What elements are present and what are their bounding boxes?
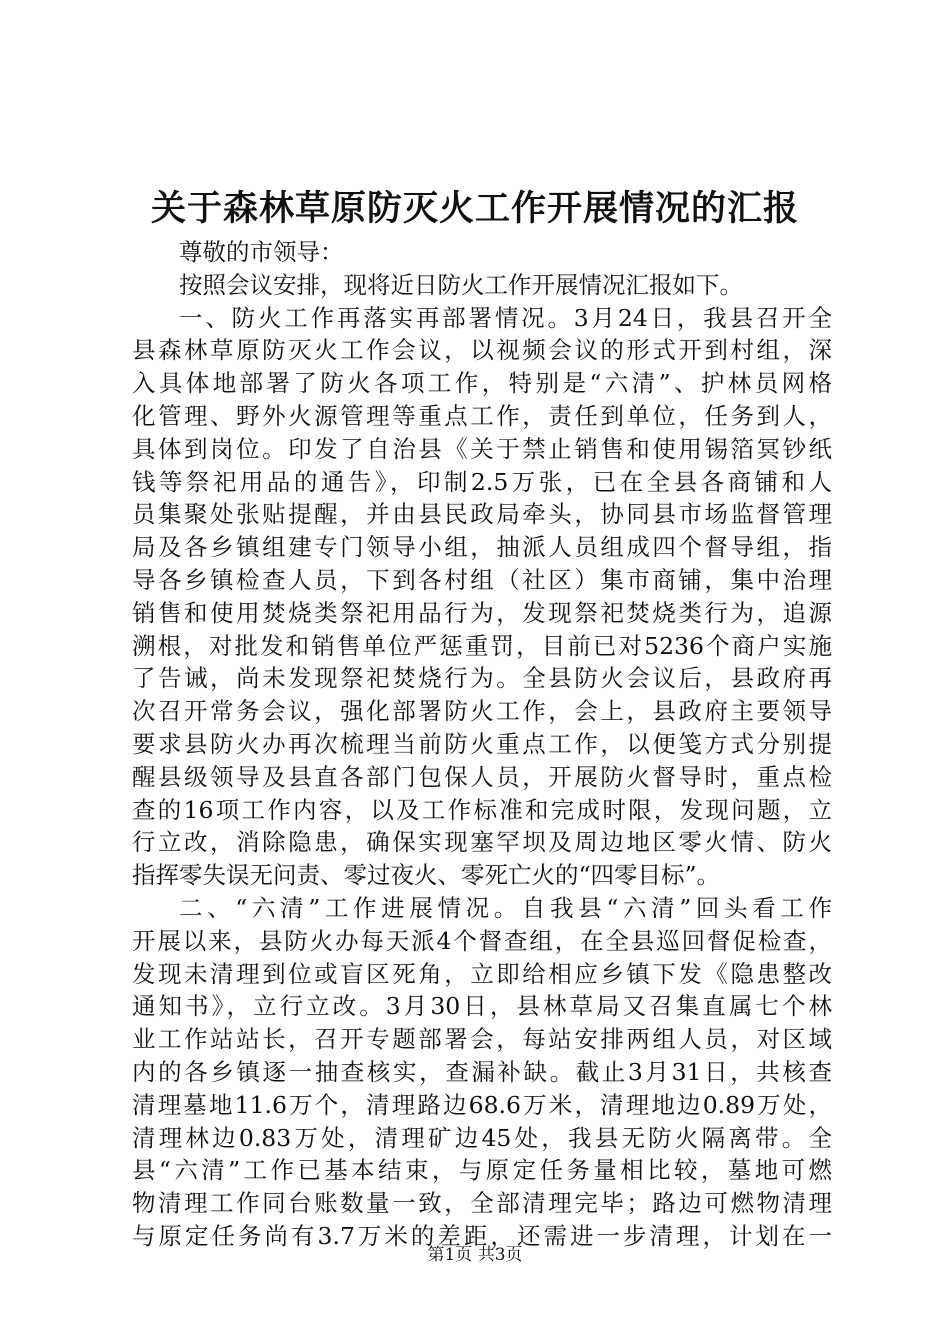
paragraph-line: 清理林边0.83万处，清理矿边45处，我县无防火隔离带。全: [132, 1123, 832, 1152]
paragraph-line: 发现未清理到位或盲区死角，立即给相应乡镇下发《隐患整改: [132, 959, 832, 988]
paragraph-line: 内的各乡镇逐一抽查核实，查漏补缺。截止3月31日，共核查: [132, 1057, 832, 1086]
paragraph-line: 县“六清”工作已基本结束，与原定任务量相比较，墓地可燃: [132, 1156, 832, 1185]
paragraph-line: 具体到岗位。印发了自治县《关于禁止销售和使用锡箔冥钞纸: [132, 434, 832, 463]
paragraph-line: 化管理、野外火源管理等重点工作，责任到单位，任务到人，: [132, 401, 832, 430]
paragraph-line: 行立改，消除隐患，确保实现塞罕坝及周边地区零火情、防火: [132, 828, 832, 857]
paragraph-line: 清理墓地11.6万个，清理路边68.6万米，清理地边0.89万处，: [132, 1090, 832, 1119]
paragraph-line: 指挥零失误无问责、零过夜火、零死亡火的“四零目标”。: [132, 861, 721, 890]
document-title: 关于森林草原防灭火工作开展情况的汇报: [150, 188, 799, 229]
paragraph-line: 醒县级领导及县直各部门包保人员，开展防火督导时，重点检: [132, 762, 832, 791]
paragraph-line: 按照会议安排，现将近日防火工作开展情况汇报如下。: [179, 270, 743, 299]
paragraph-line: 一、防火工作再落实再部署情况。3月24日，我县召开全: [179, 303, 832, 332]
paragraph-line: 业工作站站长，召开专题部署会，每站安排两组人员，对区域: [132, 1025, 832, 1054]
paragraph-line: 员集聚处张贴提醒，并由县民政局牵头，协同县市场监督管理: [132, 500, 832, 529]
page-footer: 第1页 共3页: [427, 1245, 523, 1265]
paragraph-line: 局及各乡镇组建专门领导小组，抽派人员组成四个督导组，指: [132, 533, 832, 562]
paragraph-line: 了告诫，尚未发现祭祀焚烧行为。全县防火会议后，县政府再: [132, 664, 832, 693]
paragraph-line: 次召开常务会议，强化部署防火工作，会上，县政府主要领导: [132, 697, 832, 726]
paragraph-line: 二、“六清”工作进展情况。自我县“六清”回头看工作: [179, 893, 832, 922]
paragraph-line: 物清理工作同台账数量一致，全部清理完毕；路边可燃物清理: [132, 1189, 832, 1218]
paragraph-line: 县森林草原防灭火工作会议，以视频会议的形式开到村组，深: [132, 336, 832, 365]
paragraph-line: 入具体地部署了防火各项工作，特别是“六清”、护林员网格: [132, 369, 832, 398]
paragraph-line: 查的16项工作内容，以及工作标准和完成时限，发现问题，立: [132, 795, 832, 824]
paragraph-line: 导各乡镇检查人员，下到各村组（社区）集市商铺，集中治理: [132, 565, 832, 594]
paragraph-line: 钱等祭祀用品的通告》，印制2.5万张，已在全县各商铺和人: [132, 467, 832, 496]
paragraph-line: 溯根，对批发和销售单位严惩重罚，目前已对5236个商户实施: [132, 631, 832, 660]
paragraph-line: 开展以来，县防火办每天派4个督查组，在全县巡回督促检查，: [132, 926, 832, 955]
paragraph-line: 要求县防火办再次梳理当前防火重点工作，以便笺方式分别提: [132, 729, 832, 758]
document-body: [132, 236, 832, 1253]
paragraph-line: 通知书》，立行立改。3月30日，县林草局又召集直属七个林: [132, 992, 832, 1021]
paragraph-line: 尊敬的市领导：: [179, 238, 344, 266]
paragraph-line: 销售和使用焚烧类祭祀用品行为，发现祭祀焚烧类行为，追源: [132, 598, 832, 627]
paragraph-line: 与原定任务尚有3.7万米的差距，还需进一步清理，计划在一: [132, 1221, 832, 1250]
